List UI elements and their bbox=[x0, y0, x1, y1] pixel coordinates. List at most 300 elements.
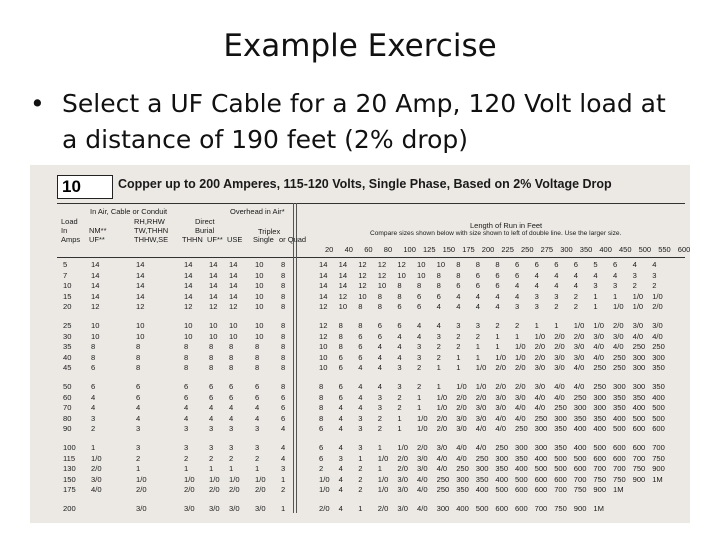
table-cell: 8 bbox=[319, 382, 324, 391]
table-cell: 4 bbox=[534, 270, 539, 280]
left-header-cell: THHW,SE bbox=[134, 235, 169, 244]
table-cell: 1/0 bbox=[515, 352, 526, 362]
table-cell: 8 bbox=[281, 281, 286, 291]
table-cell: 3/0 bbox=[632, 321, 644, 330]
table-cell: 2 bbox=[358, 485, 363, 495]
table-cell: 8 bbox=[319, 392, 324, 402]
table-cell: 350 bbox=[475, 474, 489, 484]
left-header-cell: UF** bbox=[89, 235, 105, 244]
left-header-cell: USE bbox=[227, 235, 243, 244]
table-cell: 4 bbox=[573, 281, 579, 291]
table-cell: 2/0 bbox=[613, 321, 624, 330]
table-cell: 2/0 bbox=[377, 504, 389, 513]
table-cell: 1M bbox=[613, 485, 624, 495]
table-cell: 12 bbox=[358, 270, 367, 280]
table-cell: 350 bbox=[652, 382, 665, 391]
table-cell: 8 bbox=[281, 331, 286, 341]
table-cell: 4 bbox=[136, 403, 141, 413]
table-cell: 2 bbox=[184, 453, 189, 463]
table-cell: 6 bbox=[281, 413, 286, 423]
table-cell: 3 bbox=[515, 302, 520, 312]
table-cell: 750 bbox=[652, 453, 665, 463]
table-cell: 10 bbox=[417, 260, 426, 269]
table-cell: 3/0 bbox=[573, 352, 585, 362]
table-cell: 1 bbox=[397, 413, 402, 423]
table-cell: 4/0 bbox=[495, 413, 506, 423]
table-cell: 6 bbox=[495, 270, 500, 280]
distance-header: 175 bbox=[462, 245, 475, 254]
table-cell: 6 bbox=[475, 281, 481, 291]
table-row bbox=[57, 363, 690, 373]
distance-header: 40 bbox=[344, 245, 353, 254]
table-cell: 600 bbox=[632, 443, 646, 452]
table-cell: 3 bbox=[358, 443, 363, 452]
table-cell: 100 bbox=[63, 443, 76, 452]
table-cell: 8 bbox=[417, 281, 422, 291]
table-cell: 4/0 bbox=[593, 342, 604, 352]
table-cell: 6 bbox=[377, 331, 383, 341]
table-cell: 6 bbox=[358, 352, 363, 362]
table-cell: 4 bbox=[573, 270, 579, 280]
header-run-length: Length of Run in Feet bbox=[470, 221, 543, 230]
table-cell: 4 bbox=[184, 403, 189, 413]
table-row bbox=[57, 403, 690, 413]
table-cell: 1/0 bbox=[495, 352, 506, 362]
table-cell: 1/0 bbox=[229, 474, 240, 484]
table-cell: 300 bbox=[534, 443, 548, 452]
table-cell: 2/0 bbox=[229, 485, 240, 495]
table-cell: 1 bbox=[475, 352, 481, 362]
table-cell: 2/0 bbox=[475, 392, 487, 402]
table-cell: 2/0 bbox=[397, 453, 408, 463]
table-cell: 5 bbox=[63, 260, 68, 269]
table-cell: 4 bbox=[495, 302, 500, 312]
table-cell: 3/0 bbox=[456, 424, 467, 434]
table-cell: 2 bbox=[377, 413, 383, 423]
table-row bbox=[57, 393, 690, 403]
table-row bbox=[57, 353, 690, 363]
table-cell: 3 bbox=[358, 413, 363, 423]
table-cell: 500 bbox=[475, 504, 489, 513]
table-cell: 1/0 bbox=[593, 321, 604, 330]
table-cell: 2/0 bbox=[554, 342, 565, 352]
table-cell: 4 bbox=[229, 413, 234, 423]
table-cell: 8 bbox=[319, 403, 324, 413]
table-cell: 6 bbox=[229, 392, 234, 402]
table-cell: 12 bbox=[229, 302, 238, 312]
table-cell: 2/0 bbox=[573, 331, 585, 341]
table-cell: 3/0 bbox=[184, 504, 195, 513]
table-cell: 6 bbox=[338, 363, 343, 373]
table-cell: 350 bbox=[515, 453, 528, 463]
table-cell: 2 bbox=[91, 424, 96, 434]
table-cell: 300 bbox=[573, 403, 587, 413]
table-cell: 1/0 bbox=[573, 321, 585, 330]
table-cell: 10 bbox=[229, 321, 238, 330]
table-cell: 2 bbox=[456, 331, 461, 341]
table-cell: 1/0 bbox=[515, 342, 526, 352]
table-cell: 4 bbox=[281, 443, 286, 452]
table-cell: 14 bbox=[229, 260, 238, 269]
table-cell: 6 bbox=[184, 392, 189, 402]
left-header-cell: or Quad bbox=[279, 235, 307, 244]
table-cell: 700 bbox=[534, 504, 548, 513]
table-cell: 14 bbox=[91, 281, 100, 291]
table-cell: 1/0 bbox=[475, 363, 487, 373]
table-cell: 14 bbox=[338, 260, 348, 269]
table-cell: 12 bbox=[136, 302, 145, 312]
table-cell: 6 bbox=[417, 291, 422, 301]
table-cell: 8 bbox=[229, 363, 234, 373]
table-cell: 3 bbox=[255, 424, 260, 434]
table-cell: 175 bbox=[63, 485, 76, 495]
table-cell: 4 bbox=[338, 485, 343, 495]
table-cell: 4/0 bbox=[593, 352, 604, 362]
table-cell: 1 bbox=[377, 464, 383, 474]
header-burial: Burial bbox=[195, 226, 215, 235]
table-row bbox=[57, 321, 690, 331]
bullet-mark: • bbox=[30, 89, 45, 118]
table-cell: 10 bbox=[255, 321, 264, 330]
table-cell: 1/0 bbox=[319, 485, 330, 495]
table-caption: Copper up to 200 Amperes, 115-120 Volts, Single Phase, Based on 2% Voltage Drop bbox=[118, 177, 612, 191]
table-cell: 4 bbox=[456, 291, 461, 301]
table-cell: 2/0 bbox=[495, 363, 506, 373]
table-cell: 8 bbox=[475, 260, 481, 269]
table-cell: 3/0 bbox=[475, 403, 487, 413]
table-cell: 6 bbox=[281, 392, 286, 402]
table-cell: 8 bbox=[397, 281, 402, 291]
table-cell: 400 bbox=[613, 413, 626, 423]
distance-header: 300 bbox=[560, 245, 573, 254]
table-cell: 10 bbox=[209, 321, 218, 330]
table-cell: 2 bbox=[397, 403, 402, 413]
table-cell: 3 bbox=[184, 424, 189, 434]
table-cell: 900 bbox=[573, 504, 587, 513]
table-cell: 2 bbox=[417, 382, 422, 391]
table-cell: 4 bbox=[338, 464, 343, 474]
table-cell: 600 bbox=[554, 474, 567, 484]
table-cell: 3/0 bbox=[534, 382, 546, 391]
table-cell: 4 bbox=[554, 281, 559, 291]
table-cell: 8 bbox=[209, 363, 214, 373]
table-cell: 8 bbox=[229, 352, 234, 362]
table-cell: 3/0 bbox=[495, 403, 506, 413]
table-cell: 250 bbox=[613, 352, 626, 362]
table-number: 10 bbox=[57, 175, 113, 199]
header-overhead: Overhead in Air* bbox=[230, 207, 285, 216]
header-rule-top bbox=[57, 203, 685, 204]
table-cell: 6 bbox=[338, 392, 343, 402]
table-cell: 250 bbox=[554, 403, 567, 413]
table-cell: 300 bbox=[515, 443, 528, 452]
table-cell: 12 bbox=[358, 260, 367, 269]
table-cell: 12 bbox=[319, 331, 328, 341]
left-header-cell: Single bbox=[253, 235, 274, 244]
table-cell: 6 bbox=[613, 260, 618, 269]
table-cell: 6 bbox=[436, 291, 441, 301]
table-cell: 35 bbox=[63, 342, 72, 352]
table-cell: 12 bbox=[397, 260, 406, 269]
table-cell: 2/0 bbox=[456, 403, 467, 413]
table-cell: 6 bbox=[91, 363, 96, 373]
table-cell: 6 bbox=[515, 260, 520, 269]
distance-header: 150 bbox=[442, 245, 456, 254]
left-header-cell: NM** bbox=[89, 226, 107, 235]
table-cell: 600 bbox=[573, 464, 587, 474]
table-cell: 150 bbox=[63, 474, 76, 484]
table-cell: 3/0 bbox=[136, 504, 147, 513]
table-cell: 1 bbox=[515, 331, 520, 341]
table-cell: 750 bbox=[573, 485, 587, 495]
table-cell: 8 bbox=[456, 260, 461, 269]
table-cell: 4 bbox=[358, 403, 363, 413]
table-cell: 250 bbox=[515, 424, 528, 434]
table-cell: 4/0 bbox=[554, 392, 565, 402]
table-cell: 300 bbox=[554, 413, 567, 423]
table-cell: 3 bbox=[554, 291, 559, 301]
table-cell: 2 bbox=[652, 281, 657, 291]
distance-header: 250 bbox=[521, 245, 534, 254]
table-cell: 250 bbox=[613, 363, 626, 373]
table-cell: 1/0 bbox=[397, 443, 408, 452]
table-cell: 4 bbox=[229, 403, 234, 413]
table-cell: 8 bbox=[456, 270, 461, 280]
table-cell: 10 bbox=[436, 260, 446, 269]
table-cell: 3 bbox=[397, 382, 402, 391]
table-cell: 4/0 bbox=[456, 453, 467, 463]
table-cell: 14 bbox=[209, 260, 218, 269]
table-cell: 14 bbox=[209, 281, 218, 291]
table-cell: 3 bbox=[397, 363, 402, 373]
table-cell: 2 bbox=[255, 453, 260, 463]
table-cell: 2 bbox=[573, 302, 579, 312]
table-cell: 12 bbox=[319, 302, 328, 312]
table-cell: 1 bbox=[495, 331, 500, 341]
table-cell: 10 bbox=[417, 270, 426, 280]
table-cell: 4/0 bbox=[613, 342, 624, 352]
table-cell: 300 bbox=[652, 352, 665, 362]
table-cell: 3/0 bbox=[397, 504, 408, 513]
table-cell: 2 bbox=[436, 342, 441, 352]
table-cell: 3/0 bbox=[436, 443, 448, 452]
table-cell: 2/0 bbox=[397, 464, 408, 474]
table-cell: 3/0 bbox=[593, 331, 604, 341]
table-cell: 1/0 bbox=[534, 331, 546, 341]
table-cell: 14 bbox=[229, 291, 238, 301]
left-header-cell: TW,THHN bbox=[134, 226, 169, 235]
table-cell: 90 bbox=[63, 424, 72, 434]
table-cell: 400 bbox=[495, 474, 509, 484]
table-cell: 300 bbox=[534, 424, 548, 434]
table-cell: 40 bbox=[63, 352, 72, 362]
table-cell: 4/0 bbox=[652, 331, 663, 341]
table-cell: 750 bbox=[554, 504, 567, 513]
left-header-cell: Amps bbox=[61, 235, 81, 244]
table-cell: 3 bbox=[209, 443, 214, 452]
table-cell: 14 bbox=[136, 291, 145, 301]
table-cell: 250 bbox=[593, 363, 607, 373]
table-cell: 60 bbox=[63, 392, 72, 402]
table-cell: 350 bbox=[652, 363, 665, 373]
table-cell: 600 bbox=[515, 485, 528, 495]
table-cell: 400 bbox=[534, 453, 548, 463]
table-cell: 500 bbox=[632, 413, 646, 423]
table-cell: 6 bbox=[255, 382, 260, 391]
table-cell: 350 bbox=[593, 413, 607, 423]
table-cell: 14 bbox=[136, 281, 145, 291]
table-cell: 3 bbox=[209, 424, 214, 434]
table-cell: 1/0 bbox=[613, 302, 624, 312]
table-cell: 600 bbox=[515, 504, 528, 513]
table-cell: 3/0 bbox=[495, 392, 506, 402]
table-cell: 500 bbox=[554, 464, 567, 474]
table-cell: 2 bbox=[229, 453, 234, 463]
table-cell: 400 bbox=[515, 464, 528, 474]
table-cell: 10 bbox=[377, 281, 387, 291]
table-row bbox=[57, 475, 690, 485]
table-cell: 8 bbox=[136, 363, 141, 373]
table-cell: 6 bbox=[397, 302, 402, 312]
table-cell: 3/0 bbox=[255, 504, 266, 513]
table-cell: 4 bbox=[358, 382, 363, 391]
table-cell: 750 bbox=[613, 474, 626, 484]
distance-header: 350 bbox=[579, 245, 593, 254]
table-cell: 1 bbox=[456, 352, 461, 362]
table-cell: 2 bbox=[209, 453, 214, 463]
table-cell: 8 bbox=[338, 342, 343, 352]
table-cell: 400 bbox=[456, 504, 469, 513]
table-cell: 300 bbox=[593, 392, 607, 402]
table-cell: 500 bbox=[652, 403, 665, 413]
table-cell: 25 bbox=[63, 321, 72, 330]
table-cell: 12 bbox=[358, 281, 367, 291]
table-cell: 4 bbox=[184, 413, 189, 423]
table-row bbox=[57, 260, 690, 270]
table-cell: 2/0 bbox=[91, 464, 102, 474]
table-cell: 1 bbox=[209, 464, 214, 474]
table-cell: 1/0 bbox=[475, 382, 487, 391]
table-cell: 10 bbox=[358, 291, 367, 301]
table-cell: 6 bbox=[319, 453, 324, 463]
table-cell: 200 bbox=[63, 504, 76, 513]
table-cell: 8 bbox=[136, 342, 141, 352]
table-cell: 1/0 bbox=[377, 474, 389, 484]
table-cell: 14 bbox=[338, 281, 348, 291]
table-cell: 3/0 bbox=[91, 474, 102, 484]
table-cell: 8 bbox=[281, 302, 286, 312]
table-cell: 2/0 bbox=[534, 352, 546, 362]
table-cell: 6 bbox=[358, 342, 363, 352]
table-cell: 4 bbox=[136, 413, 141, 423]
table-cell: 3 bbox=[417, 342, 422, 352]
table-cell: 4/0 bbox=[456, 443, 467, 452]
table-row bbox=[57, 464, 690, 474]
table-cell: 3 bbox=[475, 321, 481, 330]
table-cell: 8 bbox=[397, 291, 402, 301]
table-cell: 6 bbox=[417, 302, 422, 312]
table-cell: 350 bbox=[554, 424, 567, 434]
table-cell: 700 bbox=[593, 464, 607, 474]
table-row bbox=[57, 332, 690, 342]
table-cell: 5 bbox=[593, 260, 598, 269]
table-cell: 10 bbox=[229, 331, 238, 341]
table-cell: 2/0 bbox=[652, 302, 663, 312]
table-cell: 2/0 bbox=[255, 485, 266, 495]
table-cell: 500 bbox=[534, 464, 548, 474]
table-cell: 1 bbox=[456, 363, 461, 373]
table-cell: 14 bbox=[338, 270, 348, 280]
table-cell: 2/0 bbox=[515, 382, 526, 391]
table-cell: 2/0 bbox=[136, 485, 147, 495]
distance-header: 450 bbox=[619, 245, 632, 254]
table-cell: 3 bbox=[377, 392, 383, 402]
left-header-cell: THHN bbox=[182, 235, 203, 244]
table-cell: 4/0 bbox=[417, 504, 428, 513]
table-cell: 8 bbox=[281, 321, 286, 330]
table-cell: 250 bbox=[495, 443, 509, 452]
table-cell: 700 bbox=[573, 474, 587, 484]
table-cell: 4 bbox=[91, 392, 96, 402]
table-cell: 700 bbox=[632, 453, 646, 463]
table-cell: 10 bbox=[91, 321, 100, 330]
table-cell: 3/0 bbox=[554, 352, 565, 362]
table-cell: 4 bbox=[338, 504, 343, 513]
table-cell: 14 bbox=[136, 270, 145, 280]
table-cell: 900 bbox=[652, 464, 665, 474]
table-cell: 12 bbox=[319, 321, 328, 330]
table-cell: 1 bbox=[534, 321, 539, 330]
table-cell: 45 bbox=[63, 363, 72, 373]
table-cell: 8 bbox=[255, 363, 260, 373]
table-cell: 10 bbox=[91, 331, 100, 341]
table-cell: 6 bbox=[338, 352, 343, 362]
table-cell: 3 bbox=[338, 453, 343, 463]
table-cell: 6 bbox=[184, 382, 189, 391]
table-cell: 12 bbox=[209, 302, 218, 312]
table-cell: 1M bbox=[652, 474, 663, 484]
table-cell: 4 bbox=[377, 352, 383, 362]
table-cell: 10 bbox=[184, 331, 193, 341]
table-cell: 4/0 bbox=[534, 403, 546, 413]
table-cell: 3 bbox=[136, 443, 141, 452]
table-cell: 4 bbox=[436, 302, 441, 312]
table-cell: 6 bbox=[136, 392, 141, 402]
table-cell: 6 bbox=[573, 260, 579, 269]
table-cell: 2/0 bbox=[417, 443, 428, 452]
table-cell: 3 bbox=[456, 321, 461, 330]
distance-header: 20 bbox=[325, 245, 334, 254]
table-cell: 350 bbox=[554, 443, 567, 452]
table-cell: 20 bbox=[63, 302, 72, 312]
table-cell: 10 bbox=[319, 363, 328, 373]
table-cell: 4/0 bbox=[515, 403, 526, 413]
table-cell: 700 bbox=[554, 485, 567, 495]
distance-header: 400 bbox=[599, 245, 612, 254]
table-cell: 7 bbox=[63, 270, 68, 280]
table-cell: 2 bbox=[573, 291, 579, 301]
bullet-item bbox=[30, 86, 670, 158]
table-cell: 2 bbox=[358, 474, 363, 484]
table-cell: 14 bbox=[184, 281, 193, 291]
table-cell: 10 bbox=[255, 270, 264, 280]
table-cell: 4 bbox=[652, 260, 657, 269]
table-cell: 8 bbox=[281, 260, 286, 269]
table-cell: 4/0 bbox=[495, 424, 506, 434]
table-cell: 8 bbox=[136, 352, 141, 362]
left-header-cell: UF** bbox=[207, 235, 223, 244]
left-header-cell: RH,RHW bbox=[134, 217, 165, 226]
